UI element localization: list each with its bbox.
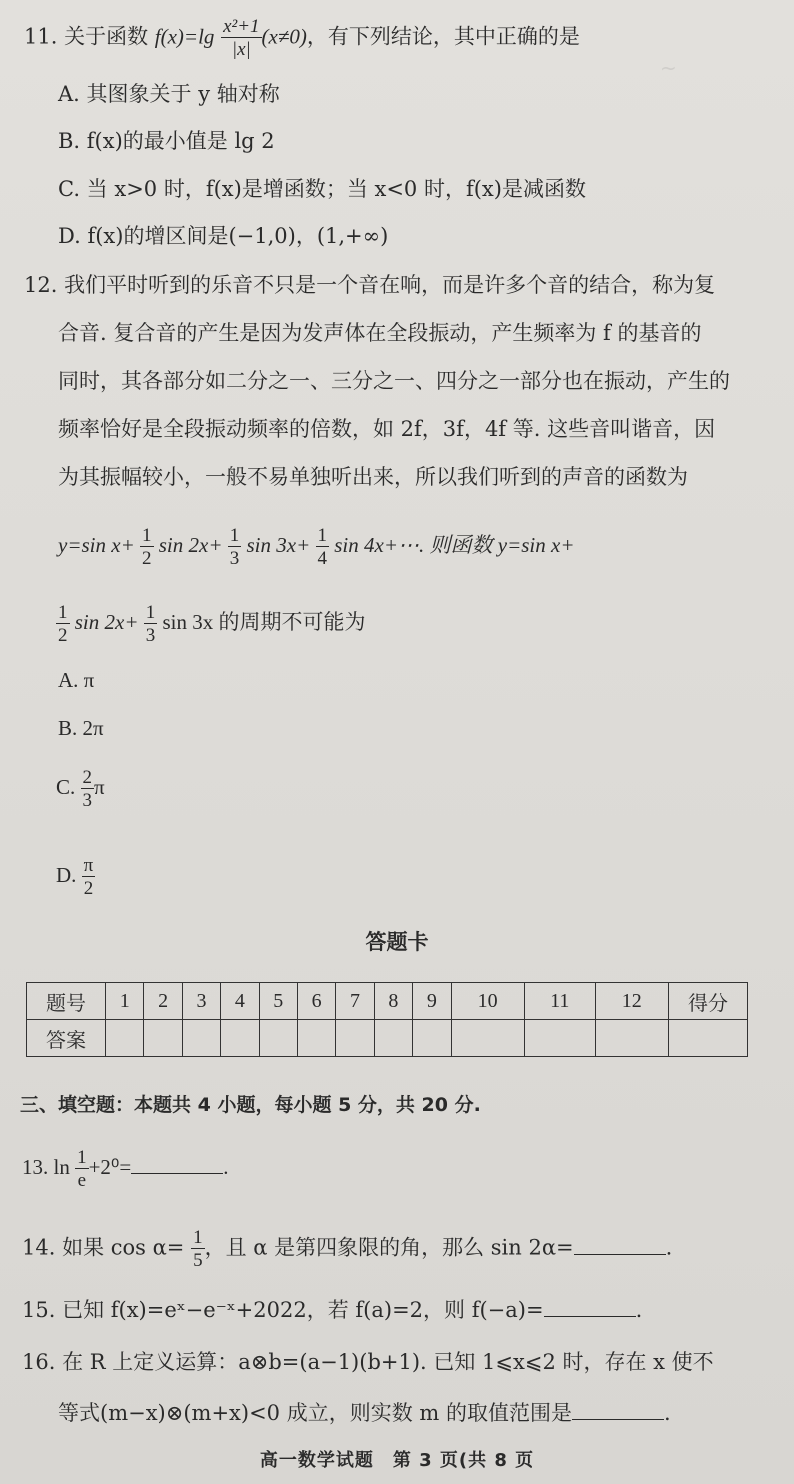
q12-option-c-den: 3 [82, 790, 93, 811]
q12-f1-frac-quarter [316, 526, 330, 568]
q14 [22, 1228, 672, 1270]
q12-f2-frac-half-num: 1 [58, 602, 68, 623]
q14-num: 1 [193, 1227, 203, 1248]
answer-cell-9[interactable] [413, 1020, 451, 1057]
q11-frac-den: |x| [231, 39, 251, 60]
q12-formula-line-1 [58, 526, 575, 568]
q12-f1-frac-third-den: 3 [229, 548, 240, 569]
q12-f1-part3: sin 4x+⋯. 则函数 y=sin x+ [334, 532, 575, 557]
q12-option-c-fraction [81, 768, 95, 810]
answer-cell-1[interactable] [106, 1020, 144, 1057]
q12-f2-frac-third [144, 603, 158, 645]
q12-f1-part2: sin 3x+ [246, 532, 311, 557]
q12-f2-frac-third-num: 1 [145, 602, 156, 623]
answer-cell-6[interactable] [297, 1020, 335, 1057]
q13-num: 1 [77, 1147, 87, 1168]
answer-card-answer-label: 答案 [27, 1020, 106, 1057]
q12-option-d [56, 856, 95, 898]
q11-fraction [221, 17, 261, 59]
q11-option-c: C. 当 x>0 时，f(x)是增函数；当 x<0 时，f(x)是减函数 [58, 177, 586, 201]
q12-f1-frac-third-num: 1 [229, 525, 240, 546]
answer-card-number-2: 2 [144, 983, 182, 1020]
q12-option-b: B. 2π [58, 716, 104, 740]
q12-option-d-den: 2 [83, 878, 94, 899]
q11-option-b: B. f(x)的最小值是 lg 2 [58, 129, 275, 153]
q12-f2-part1: sin 2x+ [74, 609, 139, 634]
q12-formula-line-2 [56, 603, 366, 645]
answer-cell-7[interactable] [336, 1020, 374, 1057]
answer-card-number-label: 题号 [27, 983, 106, 1020]
q15-end: . [635, 1298, 643, 1322]
q11-option-a: A. 其图象关于 y 轴对称 [58, 82, 280, 106]
q13-prefix: 13. ln [22, 1154, 70, 1179]
q15-text: 15. 已知 f(x)=eˣ−e⁻ˣ+2022，若 f(a)=2，则 f(−a)= [22, 1298, 544, 1322]
answer-card-title: 答题卡 [365, 930, 429, 954]
q13-suffix: +2⁰= [88, 1154, 132, 1179]
q12-f1-frac-half [140, 526, 154, 568]
q13-end: . [223, 1154, 229, 1179]
answer-cell-12[interactable] [595, 1020, 668, 1057]
q12-f1-frac-third [228, 526, 242, 568]
q12-option-a: A. π [58, 668, 95, 692]
section3-heading: 三、填空题：本题共 4 小题，每小题 5 分，共 20 分. [20, 1094, 481, 1116]
answer-card-number-5: 5 [259, 983, 297, 1020]
q11-func: f(x)=lg [154, 24, 215, 49]
answer-card-number-1: 1 [106, 983, 144, 1020]
q12-f2-frac-half-den: 2 [58, 625, 68, 646]
q12-line-3: 同时，其各部分如二分之一、三分之一、四分之一部分也在振动，产生的 [58, 369, 730, 393]
q16-answer-blank[interactable] [572, 1399, 664, 1420]
q12-option-c-tail: π [94, 774, 105, 799]
answer-cell-11[interactable] [524, 1020, 595, 1057]
q12-option-c-label: C. [56, 774, 76, 799]
q11-stem [24, 17, 580, 59]
q12-line-2: 合音. 复合音的产生是因为发声体在全段振动，产生频率为 f 的基音的 [58, 321, 702, 345]
q14-den: 5 [193, 1250, 203, 1271]
q14-answer-blank[interactable] [574, 1234, 666, 1255]
q12-f2-part2: sin 3x 的周期不可能为 [162, 609, 366, 634]
q14-suffix: ，且 α 是第四象限的角，那么 sin 2α= [204, 1235, 574, 1260]
answer-cell-10[interactable] [451, 1020, 524, 1057]
answer-cell-score[interactable] [669, 1020, 748, 1057]
q12-option-d-num: π [83, 855, 94, 876]
q12-option-d-label: D. [56, 862, 77, 887]
q12-f1-frac-half-den: 2 [142, 548, 152, 569]
answer-card-header-row [27, 983, 748, 1020]
answer-card-number-4: 4 [221, 983, 259, 1020]
q16-line-2 [58, 1399, 671, 1427]
q11-suffix: ，有下列结论，其中正确的是 [306, 24, 580, 49]
page-footer: 高一数学试题 第 3 页(共 8 页 [259, 1450, 535, 1471]
q16-end: . [663, 1401, 671, 1425]
q11-option-d: D. f(x)的增区间是(−1,0)，(1,+∞) [58, 224, 389, 248]
answer-cell-5[interactable] [259, 1020, 297, 1057]
answer-card-number-6: 6 [297, 983, 335, 1020]
q14-fraction [191, 1228, 205, 1270]
q16-line-1: 16. 在 R 上定义运算：a⊗b=(a−1)(b+1). 已知 1⩽x⩽2 时，存在 x 使不 [22, 1350, 714, 1374]
answer-card-number-9: 9 [413, 983, 451, 1020]
answer-card-table [26, 982, 748, 1057]
q11-prefix: 11. 关于函数 [24, 24, 155, 49]
q12-f1-frac-quarter-num: 1 [317, 525, 327, 546]
answer-cell-8[interactable] [374, 1020, 412, 1057]
q13-answer-blank[interactable] [131, 1153, 223, 1174]
q13-den: e [77, 1170, 87, 1191]
answer-card-number-7: 7 [336, 983, 374, 1020]
q12-f1-frac-half-num: 1 [142, 525, 152, 546]
q12-f1-part0: y=sin x+ [58, 532, 135, 557]
q13 [22, 1148, 228, 1190]
answer-card-answer-row [27, 1020, 748, 1057]
q16-line-2-text: 等式(m−x)⊗(m+x)<0 成立，则实数 m 的取值范围是 [58, 1401, 572, 1425]
answer-cell-4[interactable] [221, 1020, 259, 1057]
answer-card-number-8: 8 [374, 983, 412, 1020]
q12-f2-frac-half [56, 603, 70, 645]
q12-line-5: 为其振幅较小，一般不易单独听出来，所以我们听到的声音的函数为 [58, 465, 688, 489]
q11-cond: (x≠0) [261, 24, 307, 49]
q13-fraction [75, 1148, 89, 1190]
q12-line-1: 12. 我们平时听到的乐音不只是一个音在响，而是许多个音的结合，称为复 [24, 273, 716, 297]
answer-cell-2[interactable] [144, 1020, 182, 1057]
q12-line-4: 频率恰好是全段振动频率的倍数，如 2f，3f，4f 等. 这些音叫谐音，因 [58, 417, 716, 441]
answer-card-number-10: 10 [451, 983, 524, 1020]
answer-card-score-label: 得分 [669, 983, 748, 1020]
q12-option-c [56, 768, 105, 810]
q15-answer-blank[interactable] [544, 1296, 636, 1317]
q12-f1-frac-quarter-den: 4 [317, 548, 327, 569]
answer-card-number-3: 3 [182, 983, 220, 1020]
q11-frac-num: x²+1 [223, 16, 260, 37]
q12-option-c-num: 2 [82, 767, 93, 788]
q12-option-d-fraction [82, 856, 96, 898]
q12-f1-part1: sin 2x+ [158, 532, 223, 557]
answer-card-number-12: 12 [595, 983, 668, 1020]
q14-end: . [665, 1235, 673, 1260]
q15 [22, 1296, 642, 1324]
bleed-through-mark: ~ [660, 56, 677, 80]
answer-card-number-11: 11 [524, 983, 595, 1020]
q12-f2-frac-third-den: 3 [145, 625, 156, 646]
answer-cell-3[interactable] [182, 1020, 220, 1057]
q14-prefix: 14. 如果 cos α= [22, 1235, 185, 1260]
